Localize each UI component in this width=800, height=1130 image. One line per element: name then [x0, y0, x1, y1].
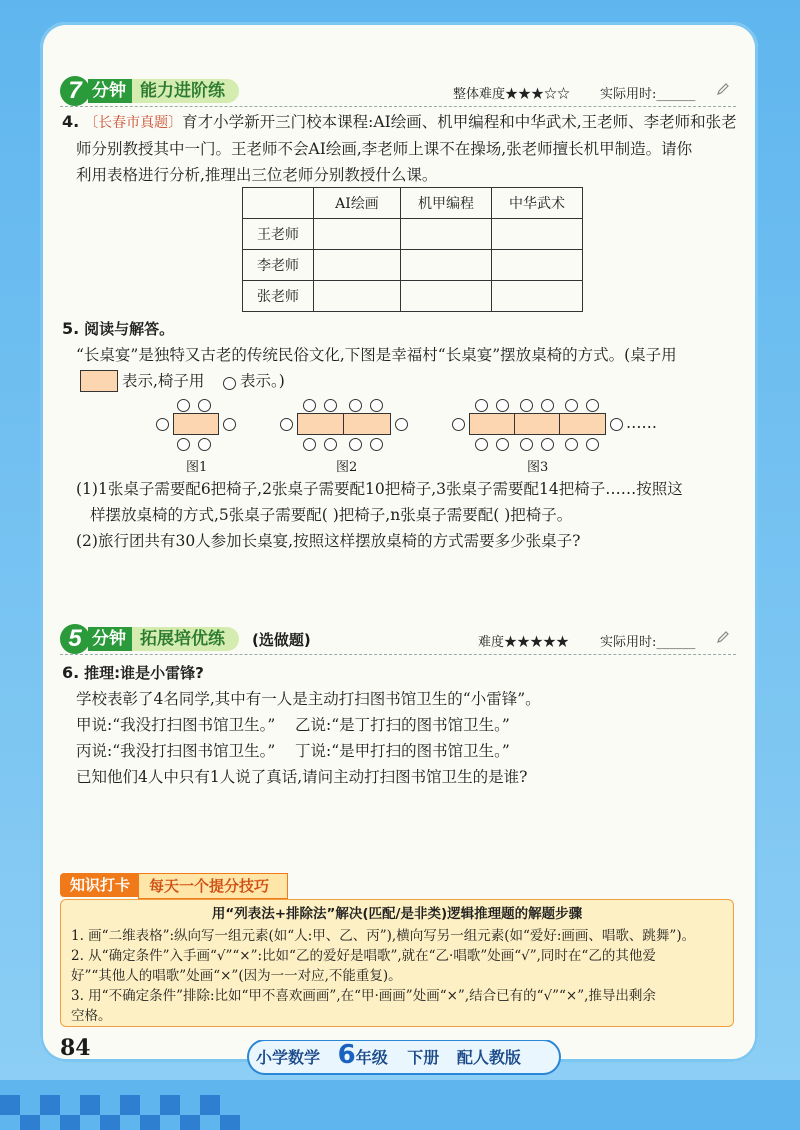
tip-tab: 每天一个提分技巧	[138, 873, 288, 899]
table-icon	[514, 413, 561, 435]
answer-cell[interactable]	[492, 219, 583, 250]
chair-icon	[520, 438, 533, 451]
section-header-5	[60, 624, 740, 654]
table-icon	[343, 413, 391, 435]
table-legend-swatch	[80, 370, 118, 392]
section-title: 能力进阶练	[132, 79, 239, 103]
chair-icon	[586, 399, 599, 412]
chair-icon	[324, 399, 337, 412]
section-number-badge: 5	[60, 624, 90, 654]
table-header-cell: 中华武术	[492, 188, 583, 219]
optional-label: (选做题)	[252, 631, 311, 649]
chair-icon	[565, 438, 578, 451]
continuation-ellipsis: ……	[626, 414, 657, 432]
figure-label: 图3	[527, 460, 549, 475]
knowledge-step: 空格。	[71, 1008, 112, 1024]
time-spent-field[interactable]: 实际用时:______	[600, 635, 696, 650]
chair-icon	[303, 399, 316, 412]
question-text-line: (1)1张桌子需要配6把椅子,2张桌子需要配10把椅子,3张桌子需要配14把椅子……按照这	[76, 480, 683, 498]
table-header-cell: 机甲编程	[401, 188, 492, 219]
chair-icon	[475, 399, 488, 412]
knowledge-step: 1. 画“二维表格”:纵向写一组元素(如“人:甲、乙、丙”),横向写另一组元素(如“爱好:画画、唱歌、跳舞”)。	[71, 928, 696, 944]
knowledge-title: 用“列表法+排除法”解决(匹配/是非类)逻辑推理题的解题步骤	[211, 906, 583, 922]
answer-cell[interactable]	[401, 250, 492, 281]
difficulty-rating: 整体难度★★★☆☆	[453, 87, 571, 102]
difficulty-rating: 难度★★★★★	[478, 635, 570, 650]
chair-icon	[610, 418, 623, 431]
pencil-icon	[716, 82, 730, 96]
question-6	[62, 660, 742, 790]
question-text-line: 育才小学新开三门校本课程:AI绘画、机甲编程和中华武术,王老师、李老师和张老	[182, 113, 737, 131]
chair-icon	[198, 399, 211, 412]
table-icon	[173, 413, 219, 435]
chair-icon	[496, 399, 509, 412]
legend-text-a: 表示,椅子用	[122, 372, 205, 390]
edition: 配人教版	[456, 1048, 521, 1067]
table-row-header: 张老师	[243, 281, 314, 312]
knowledge-step: 3. 用“不确定条件”排除:比如“甲不喜欢画画”,在“甲·画画”处画“×”,结合已有的“√”“×”,推导出剩余	[71, 988, 656, 1004]
table-header-cell: AI绘画	[314, 188, 401, 219]
chair-legend-icon	[223, 377, 236, 390]
figure-label: 图2	[336, 460, 358, 475]
chair-icon	[177, 399, 190, 412]
chair-icon	[541, 399, 554, 412]
chair-icon	[520, 399, 533, 412]
chair-icon	[565, 399, 578, 412]
knowledge-steps	[71, 926, 727, 1026]
time-spent-field[interactable]: 实际用时:______	[600, 87, 696, 102]
table-row-header: 李老师	[243, 250, 314, 281]
chair-icon	[324, 438, 337, 451]
table-row-header: 王老师	[243, 219, 314, 250]
answer-cell[interactable]	[401, 281, 492, 312]
chair-icon	[156, 418, 169, 431]
question-text-line[interactable]: 样摆放桌椅的方式,5张桌子需要配( )把椅子,n张桌子需要配( )把椅子。	[90, 506, 573, 524]
chair-icon	[223, 418, 236, 431]
knowledge-step: 2. 从“确定条件”入手画“√”“×”:比如“乙的爱好是唱歌”,就在“乙·唱歌”处画“√”,同时在“乙的其他爱	[71, 948, 656, 964]
answer-cell[interactable]	[492, 250, 583, 281]
chair-icon	[280, 418, 293, 431]
book-info	[256, 1040, 521, 1070]
question-text-line: 甲说:“我没打扫图书馆卫生。” 乙说:“是丁打扫的图书馆卫生。”	[76, 716, 510, 734]
chair-icon	[198, 438, 211, 451]
source-tag: 〔长春市真题〕	[84, 115, 183, 131]
knowledge-content	[60, 899, 734, 1027]
question-text-line: “长桌宴”是独特又古老的传统民俗文化,下图是幸福村“长桌宴”摆放桌椅的方式。(桌子用	[76, 346, 677, 364]
question-number: 5.	[62, 319, 80, 338]
section-number-badge: 7	[60, 76, 90, 106]
knowledge-tip-box	[60, 873, 732, 1025]
reasoning-table	[242, 187, 583, 312]
chair-icon	[541, 438, 554, 451]
chair-icon	[586, 438, 599, 451]
answer-cell[interactable]	[401, 219, 492, 250]
subquestion-2: (2)旅行团共有30人参加长桌宴,按照这样摆放桌椅的方式需要多少张桌子?	[76, 532, 581, 550]
question-number: 4.	[62, 112, 80, 131]
answer-cell[interactable]	[492, 281, 583, 312]
chair-icon	[177, 438, 190, 451]
chair-icon	[496, 438, 509, 451]
grade-unit: 年级	[355, 1048, 388, 1067]
legend-text-b: 表示。)	[240, 372, 285, 390]
section-minutes: 分钟	[88, 79, 132, 103]
chair-icon	[395, 418, 408, 431]
section-minutes: 分钟	[88, 627, 132, 651]
figure-label: 图1	[186, 460, 208, 475]
section-header-7	[60, 76, 740, 106]
chair-icon	[452, 418, 465, 431]
question-heading: 阅读与解答。	[84, 320, 175, 338]
table-icon	[297, 413, 345, 435]
knowledge-tab: 知识打卡	[60, 873, 140, 897]
section-divider	[60, 654, 736, 655]
chair-icon	[349, 438, 362, 451]
question-text-line: 丙说:“我没打扫图书馆卫生。” 丁说:“是甲打扫的图书馆卫生。”	[76, 742, 510, 760]
question-text-line: 已知他们4人中只有1人说了真话,请问主动打扫图书馆卫生的是谁?	[76, 768, 528, 786]
question-text-line: 利用表格进行分析,推理出三位老师分别教授什么课。	[76, 166, 438, 184]
table-corner-cell	[243, 188, 314, 219]
section-divider	[60, 106, 736, 107]
question-text-line: 师分别教授其中一门。王老师不会AI绘画,李老师上课不在操场,张老师擅长机甲制造。请你	[76, 140, 693, 158]
chair-icon	[370, 438, 383, 451]
chair-icon	[475, 438, 488, 451]
question-number: 6.	[62, 663, 80, 682]
table-icon	[559, 413, 606, 435]
chair-icon	[370, 399, 383, 412]
grade-number: 6	[337, 1040, 356, 1070]
knowledge-step: 好”“其他人的唱歌”处画“×”(因为一一对应,不能重复)。	[71, 968, 402, 984]
chair-icon	[349, 399, 362, 412]
chair-icon	[303, 438, 316, 451]
pencil-icon	[716, 630, 730, 644]
question-text-line: 学校表彰了4名同学,其中有一人是主动打扫图书馆卫生的“小雷锋”。	[76, 690, 541, 708]
question-4	[62, 109, 742, 188]
answer-cell[interactable]	[314, 250, 401, 281]
table-icon	[469, 413, 516, 435]
answer-cell[interactable]	[314, 219, 401, 250]
question-5	[62, 316, 742, 368]
book-subject: 小学数学	[256, 1048, 321, 1067]
volume: 下册	[407, 1048, 440, 1067]
answer-cell[interactable]	[314, 281, 401, 312]
section-title: 拓展培优练	[132, 627, 239, 651]
subquestion-1	[76, 476, 742, 554]
page-number: 84	[60, 1035, 91, 1061]
question-heading: 推理:谁是小雷锋?	[84, 664, 204, 682]
